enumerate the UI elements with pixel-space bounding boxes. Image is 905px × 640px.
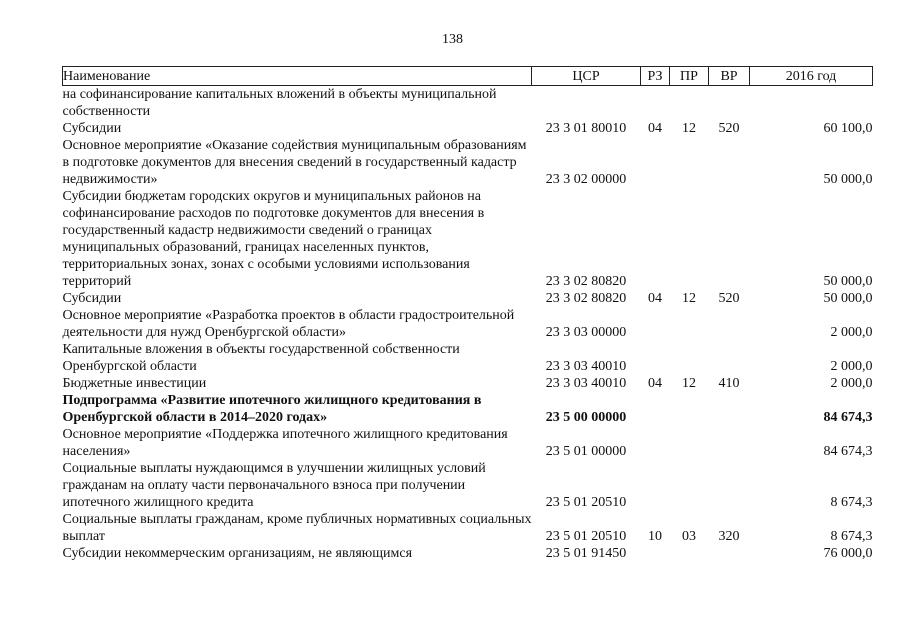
row-name: на софинансирование капитальных вложений в объекты муниципальной собственности bbox=[62, 87, 497, 119]
column-header-rz: РЗ bbox=[641, 67, 670, 86]
row-sum: 50 000,0 bbox=[823, 274, 873, 289]
table-row bbox=[63, 375, 873, 392]
row-pr bbox=[670, 426, 709, 460]
row-pr bbox=[670, 341, 709, 375]
row-sum: 8 674,3 bbox=[830, 529, 873, 544]
table-row bbox=[63, 392, 873, 426]
row-rz: 04 bbox=[648, 291, 662, 306]
column-header-vr: ВР bbox=[709, 67, 750, 86]
row-csr: 23 5 01 20510 bbox=[545, 529, 627, 544]
row-csr: 23 3 03 40010 bbox=[545, 376, 627, 391]
row-pr bbox=[670, 545, 709, 562]
table-row bbox=[63, 307, 873, 341]
row-vr: 520 bbox=[718, 121, 740, 136]
row-sum: 50 000,0 bbox=[823, 291, 873, 306]
row-sum: 2 000,0 bbox=[830, 359, 873, 374]
row-pr bbox=[670, 86, 709, 121]
budget-table bbox=[62, 66, 873, 562]
row-rz bbox=[641, 137, 670, 188]
row-vr bbox=[709, 341, 750, 375]
row-csr: 23 5 01 91450 bbox=[545, 546, 627, 561]
row-csr: 23 3 02 80820 bbox=[545, 274, 627, 289]
row-pr bbox=[670, 392, 709, 426]
row-vr: 520 bbox=[718, 291, 740, 306]
table-row bbox=[63, 188, 873, 290]
row-sum: 2 000,0 bbox=[830, 325, 873, 340]
row-vr: 320 bbox=[718, 529, 740, 544]
column-header-pr: ПР bbox=[670, 67, 709, 86]
row-csr: 23 5 01 20510 bbox=[545, 495, 627, 510]
row-rz bbox=[641, 460, 670, 511]
row-vr bbox=[709, 460, 750, 511]
row-sum: 84 674,3 bbox=[823, 410, 873, 425]
page-number: 138 bbox=[442, 32, 463, 47]
row-csr: 23 5 01 00000 bbox=[545, 444, 627, 459]
table-header-row bbox=[63, 67, 873, 86]
row-name: Субсидии bbox=[62, 291, 122, 306]
row-name: Основное мероприятие «Оказание содействия муниципальным образованиям в подготовке документов для внесения сведений в государственный кадастр недвижимости» bbox=[62, 138, 527, 187]
row-vr bbox=[709, 307, 750, 341]
row-vr: 410 bbox=[718, 376, 740, 391]
row-pr bbox=[670, 460, 709, 511]
row-rz bbox=[641, 426, 670, 460]
row-rz: 10 bbox=[648, 529, 662, 544]
row-sum: 84 674,3 bbox=[823, 444, 873, 459]
row-csr: 23 3 02 80820 bbox=[545, 291, 627, 306]
row-pr: 12 bbox=[682, 121, 696, 136]
row-pr: 12 bbox=[682, 376, 696, 391]
table-row bbox=[63, 511, 873, 545]
row-vr bbox=[709, 137, 750, 188]
row-csr: 23 3 02 00000 bbox=[545, 172, 627, 187]
row-sum: 50 000,0 bbox=[823, 172, 873, 187]
table-row bbox=[63, 426, 873, 460]
table-row bbox=[63, 137, 873, 188]
row-csr: 23 3 01 80010 bbox=[545, 121, 627, 136]
table-row bbox=[63, 290, 873, 307]
row-name: Социальные выплаты нуждающимся в улучшении жилищных условий гражданам на оплату части первоначального взноса при получении ипотечного жилищного кредита bbox=[62, 461, 486, 510]
row-name: Основное мероприятие «Поддержка ипотечного жилищного кредитования населения» bbox=[62, 427, 508, 459]
row-sum: 8 674,3 bbox=[830, 495, 873, 510]
table-row bbox=[63, 120, 873, 137]
row-csr bbox=[532, 86, 641, 121]
row-name: Бюджетные инвестиции bbox=[62, 376, 207, 391]
row-name: Субсидии bbox=[62, 121, 122, 136]
row-vr bbox=[709, 188, 750, 290]
row-rz bbox=[641, 341, 670, 375]
row-rz: 04 bbox=[648, 376, 662, 391]
row-name: Социальные выплаты гражданам, кроме публичных нормативных социальных выплат bbox=[62, 512, 532, 544]
column-header-csr: ЦСР bbox=[532, 67, 641, 86]
row-rz bbox=[641, 188, 670, 290]
table-row bbox=[63, 460, 873, 511]
row-vr bbox=[709, 392, 750, 426]
row-name: Субсидии некоммерческим организациям, не являющимся bbox=[62, 546, 413, 561]
row-csr: 23 5 00 00000 bbox=[545, 410, 627, 425]
row-vr bbox=[709, 545, 750, 562]
row-rz bbox=[641, 307, 670, 341]
row-rz: 04 bbox=[648, 121, 662, 136]
row-vr bbox=[709, 426, 750, 460]
row-sum: 2 000,0 bbox=[830, 376, 873, 391]
row-rz bbox=[641, 545, 670, 562]
row-name: Подпрограмма «Развитие ипотечного жилищного кредитования в Оренбургской области в 2014–2020 годах» bbox=[62, 393, 482, 425]
row-name: Капитальные вложения в объекты государственной собственности Оренбургской области bbox=[62, 342, 460, 374]
row-csr: 23 3 03 40010 bbox=[545, 359, 627, 374]
row-name: Субсидии бюджетам городских округов и муниципальных районов на софинансирование расходов по подготовке документов для внесения в государственный кадастр недвижимости сведений о границах муниципальных образований, границах населенных пунктов, территориальных зонах, зонах с особыми условиями использования территорий bbox=[62, 189, 485, 289]
column-header-name: Наименование bbox=[63, 67, 532, 86]
row-pr bbox=[670, 137, 709, 188]
row-rz bbox=[641, 392, 670, 426]
row-rz bbox=[641, 86, 670, 121]
table-row bbox=[63, 86, 873, 121]
row-sum bbox=[750, 86, 873, 121]
row-sum: 76 000,0 bbox=[823, 546, 873, 561]
table-row bbox=[63, 545, 873, 562]
row-sum: 60 100,0 bbox=[823, 121, 873, 136]
table-body bbox=[63, 86, 873, 563]
row-csr: 23 3 03 00000 bbox=[545, 325, 627, 340]
table-row bbox=[63, 341, 873, 375]
row-pr bbox=[670, 307, 709, 341]
row-pr bbox=[670, 188, 709, 290]
row-pr: 03 bbox=[682, 529, 696, 544]
column-header-year: 2016 год bbox=[750, 67, 873, 86]
row-vr bbox=[709, 86, 750, 121]
row-name: Основное мероприятие «Разработка проектов в области градостроительной деятельности для нужд Оренбургской области» bbox=[62, 308, 515, 340]
row-pr: 12 bbox=[682, 291, 696, 306]
